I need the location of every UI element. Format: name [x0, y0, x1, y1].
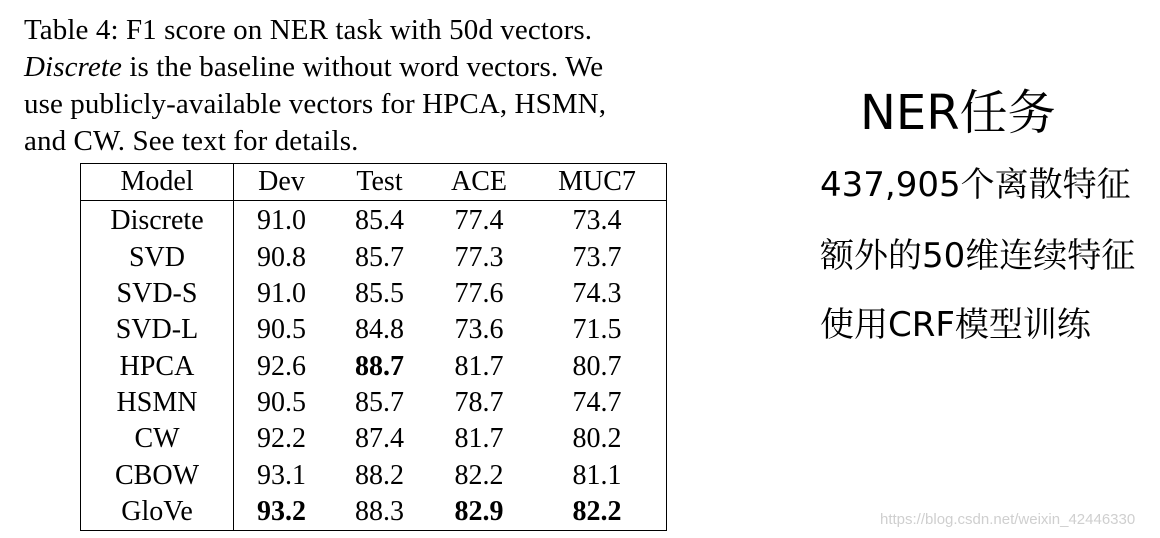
caption-line-4: and CW. See text for details. [24, 125, 359, 157]
cell-model: CW [81, 421, 234, 457]
header-test: Test [329, 164, 430, 201]
cell-dev: 93.1 [257, 459, 306, 491]
cell-muc7: 73.4 [572, 205, 622, 237]
cell-muc7: 74.3 [572, 278, 622, 310]
note-item: 使用CRF模型训练 [820, 305, 1091, 345]
cell-ace: 77.4 [454, 205, 504, 237]
cell-dev: 92.6 [257, 350, 306, 382]
cell-test: 88.7 [355, 350, 404, 382]
table-row [81, 494, 667, 531]
table-row [81, 348, 667, 384]
cell-model: CBOW [81, 457, 234, 493]
caption-line-3: use publicly-available vectors for HPCA, HSMN, [24, 88, 607, 120]
caption-emphasis: Discrete [24, 51, 122, 83]
cell-model: Discrete [81, 201, 234, 240]
note-item: 437,905个离散特征 [820, 165, 1131, 205]
cell-test: 88.2 [355, 459, 404, 491]
cell-ace: 82.2 [454, 459, 504, 491]
cell-ace: 82.9 [454, 495, 504, 527]
cell-muc7: 80.7 [572, 350, 622, 382]
cell-muc7: 73.7 [572, 241, 622, 273]
cell-ace: 77.6 [454, 278, 504, 310]
table-body [81, 201, 667, 531]
cell-dev: 90.5 [257, 314, 306, 346]
cell-test: 85.4 [355, 205, 404, 237]
table-row [81, 240, 667, 276]
cell-muc7: 80.2 [572, 423, 622, 455]
cell-model: GloVe [81, 494, 234, 531]
cell-ace: 78.7 [454, 386, 504, 418]
table-row [81, 385, 667, 421]
cell-test: 85.7 [355, 241, 404, 273]
caption-line-2 [24, 49, 744, 86]
cell-ace: 73.6 [454, 314, 504, 346]
table-header [81, 164, 667, 201]
cell-dev: 91.0 [257, 205, 306, 237]
cell-model: SVD [81, 240, 234, 276]
header-muc7: MUC7 [528, 164, 667, 201]
cell-model: SVD-S [81, 276, 234, 312]
table-row [81, 421, 667, 457]
cell-ace: 81.7 [454, 423, 504, 455]
notes-title: NER任务 [860, 85, 1056, 141]
table-row [81, 201, 667, 240]
cell-dev: 90.5 [257, 386, 306, 418]
header-row [81, 164, 667, 201]
cell-dev: 90.8 [257, 241, 306, 273]
header-model: Model [81, 164, 234, 201]
cell-dev: 92.2 [257, 423, 306, 455]
table-row [81, 457, 667, 493]
cell-test: 87.4 [355, 423, 404, 455]
cell-test: 85.5 [355, 278, 404, 310]
watermark: https://blog.csdn.net/weixin_42446330 [880, 511, 1136, 528]
cell-model: SVD-L [81, 312, 234, 348]
ner-results-table [80, 163, 667, 531]
cell-muc7: 71.5 [572, 314, 622, 346]
table-caption [24, 12, 744, 160]
table-row [81, 276, 667, 312]
cell-dev: 93.2 [257, 495, 306, 527]
cell-muc7: 74.7 [572, 386, 622, 418]
header-dev: Dev [234, 164, 330, 201]
table-row [81, 312, 667, 348]
cell-dev: 91.0 [257, 278, 306, 310]
cell-muc7: 81.1 [572, 459, 622, 491]
cell-test: 85.7 [355, 386, 404, 418]
cell-test: 88.3 [355, 495, 404, 527]
cell-muc7: 82.2 [572, 495, 622, 527]
caption-line-1: Table 4: F1 score on NER task with 50d vectors. [24, 14, 593, 46]
cell-model: HSMN [81, 385, 234, 421]
note-item: 额外的50维连续特征 [820, 236, 1136, 276]
header-ace: ACE [430, 164, 528, 201]
cell-ace: 81.7 [454, 350, 504, 382]
cell-model: HPCA [81, 348, 234, 384]
cell-test: 84.8 [355, 314, 404, 346]
caption-line-2-text: is the baseline without word vectors. We [121, 51, 604, 83]
cell-ace: 77.3 [454, 241, 504, 273]
